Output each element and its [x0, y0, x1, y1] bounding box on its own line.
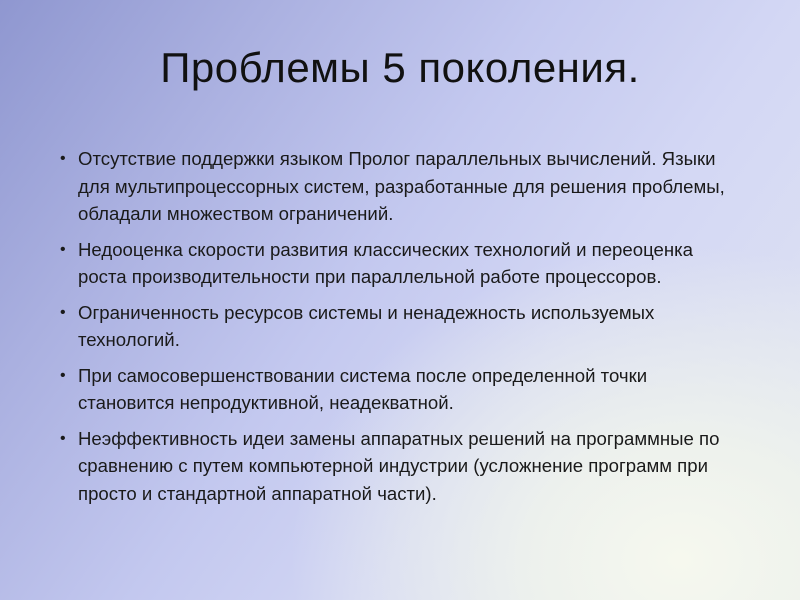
bullet-text: При самосовершенствовании система после определенной точки становится непродуктивной, неадекватной. — [78, 364, 648, 413]
bullet-point-icon: • — [60, 150, 66, 167]
bullet-item — [60, 362, 740, 417]
bullet-item — [60, 236, 740, 291]
bullet-text: Отсутствие поддержки языком Пролог параллельных вычислений. Языки для мультипроцессорных систем, разработанные для решения проблемы, обладали множеством ограничений. — [78, 148, 725, 224]
bullet-list — [60, 145, 740, 515]
bullet-item — [60, 299, 740, 354]
bullet-text: Ограниченность ресурсов системы и ненадежность используемых технологий. — [78, 301, 655, 350]
bullet-point-icon: • — [60, 366, 66, 384]
bullet-point-icon: • — [60, 303, 66, 321]
bullet-point-icon: • — [60, 429, 66, 447]
bullet-item — [60, 425, 740, 508]
bullet-text: Недооценка скорости развития классических технологий и переоценка роста производительности при параллельной работе процессоров. — [78, 238, 694, 287]
bullet-item — [60, 145, 740, 228]
bullet-text: Неэффективность идеи замены аппаратных решений на программные по сравнению с путем компьютерной индустрии (усложнение программ при просто и стандартной аппаратной части). — [78, 427, 720, 504]
slide-title: Проблемы 5 поколения. — [160, 44, 640, 91]
bullet-point-icon: • — [60, 240, 66, 258]
